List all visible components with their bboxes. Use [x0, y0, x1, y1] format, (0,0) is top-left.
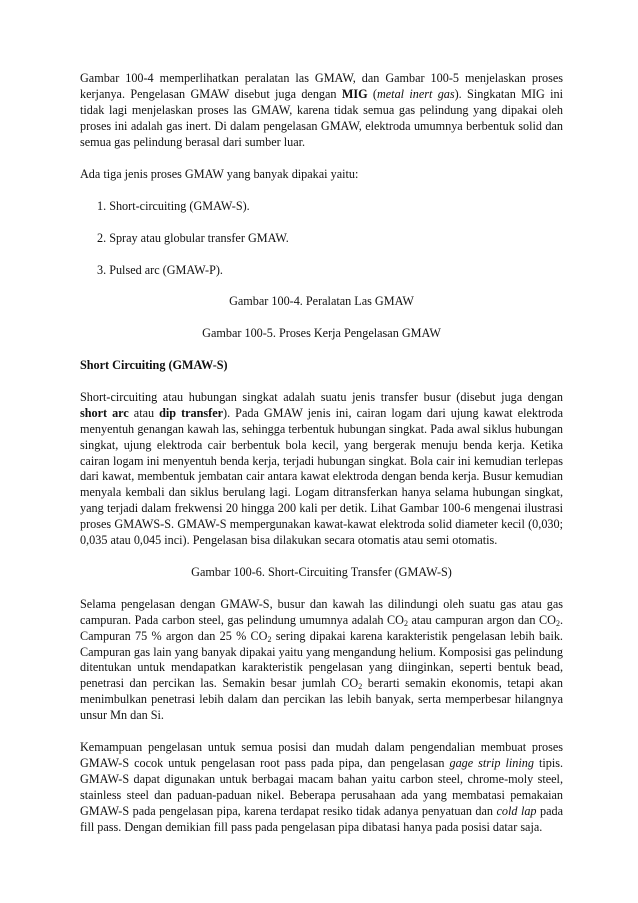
text-run: atau campuran argon dan CO [407, 612, 556, 627]
figure-caption: Gambar 100-5. Proses Kerja Pengelasan GMAW [202, 326, 441, 341]
text-run: Selama pengelasan dengan GMAW-S, busur dan kawah las dilindungi oleh suatu gas atau gas campuran. Pada carbon steel, gas pelindung umumnya adalah CO [80, 596, 563, 627]
section-heading: Short Circuiting (GMAW-S) [80, 357, 228, 372]
text-run: sering dipakai karena karakteristik pengelasan lebih baik. Campuran gas lain yang banyak dipakai yaitu yang mengandung helium. Komposisi gas pelindung ditentukan untuk mendapatkan karakteristik pengelasan yang diinginkan, seperti bentuk bead, penetrasi dan percikan las. Semakin besar jumlah CO [80, 628, 563, 691]
italic-term-metal-inert-gas: metal inert gas [376, 86, 455, 101]
list-item: 2. Spray atau globular transfer GMAW. [97, 231, 289, 246]
list-item: 1. Short-circuiting (GMAW-S). [97, 199, 250, 214]
text-run: . Campuran 75 % argon dan 25 % CO [80, 612, 563, 643]
text-run: Short-circuiting atau hubungan singkat adalah suatu jenis transfer busur (disebut juga dengan [80, 389, 563, 404]
bold-term-short-arc: short arc [80, 405, 129, 420]
text-run: ). Singkatan MIG ini tidak lagi menjelaskan proses las GMAW, karena tidak semua gas pelindung yang dipakai oleh proses ini adalah gas inert. Di dalam pengelasan GMAW, elektroda umumnya berbentuk solid dan semua gas pelindung berasal dari sumber luar. [80, 86, 563, 149]
paragraph-intro [80, 71, 563, 151]
text-run: berarti semakin ekonomis, tetapi akan menimbulkan penetrasi lebih dalam dan percikan las lebih banyak, serta memperbesar hilangnya unsur Mn dan Si. [80, 676, 563, 723]
subscript: 2 [358, 682, 363, 692]
italic-term-gage-strip-lining: gage strip lining [449, 756, 534, 770]
document-body [80, 71, 563, 836]
bold-term-dip-transfer: dip transfer [159, 405, 224, 420]
italic-term-cold-lap: cold lap [496, 803, 537, 818]
text-run: ( [367, 86, 377, 101]
text-run: atau [128, 405, 160, 420]
text-run: pada fill pass. Dengan demikian fill pass pada pengelasan pipa dibatasi hanya pada posisi datar saja. [80, 803, 564, 834]
bold-term-mig: MIG [341, 86, 368, 101]
list-item: 3. Pulsed arc (GMAW-P). [97, 263, 223, 278]
text-run: tipis. GMAW-S dapat digunakan untuk berbagai macam bahan yaitu carbon steel, chrome-moly steel, stainless steel dan paduan-paduan nikel. Beberapa perusahaan ada yang membatasi pemakaian GMAW-S pada pengelasan pipa, karena terdapat resiko tidak adanya penyatuan dan [80, 756, 564, 818]
text-run: Kemampuan pengelasan untuk semua posisi dan mudah dalam pengendalian membuat proses GMAW-S cocok untuk pengelasan root pass pada pipa, dan pengelasan [80, 740, 563, 770]
text-run: ). Pada GMAW jenis ini, cairan logam dari ujung kawat elektroda menyentuh genangan kawah las, sehingga terbentuk hubungan singkat. Pada awal siklus hubungan singkat, ujung elektroda cair berbentuk bola kecil, yang bergerak menuju benda kerja. Ketika cairan logam ini menyentuh benda kerja, terjadi hubungan singkat. Bola cair ini kemudian terlepas dari kawat, membentuk jembatan cair antara kawat elektroda dengan benda kerja. Busur kemudian menyala kembali dan siklus berulang lagi. Logam ditransferkan hanya selama hubungan singkat, yang terjadi dalam frekwensi 20 hingga 200 kali per detik. Lihat Gambar 100-6 mengenai ilustrasi proses GMAWS-S. GMAW-S mempergunakan kawat-kawat elektroda solid diameter kecil (0,030; 0,035 atau 0,045 inci). Pengelasan bisa dilakukan secara otomatis atau semi otomatis. [80, 405, 563, 548]
subscript: 2 [555, 618, 560, 628]
paragraph-shielding-gas [80, 597, 563, 724]
process-type-list [80, 199, 563, 279]
paragraph-process-types: Ada tiga jenis proses GMAW yang banyak dipakai yaitu: [80, 166, 359, 181]
paragraph-short-circuiting [80, 390, 563, 549]
subscript: 2 [403, 618, 408, 628]
paragraph-capability [80, 740, 563, 835]
subscript: 2 [267, 634, 272, 644]
figure-caption: Gambar 100-4. Peralatan Las GMAW [229, 294, 414, 309]
figure-caption: Gambar 100-6. Short-Circuiting Transfer (GMAW-S) [191, 564, 452, 579]
text-run: Gambar 100-4 memperlihatkan peralatan las GMAW, dan Gambar 100-5 menjelaskan proses kerjanya. Pengelasan GMAW disebut juga dengan [80, 71, 563, 101]
